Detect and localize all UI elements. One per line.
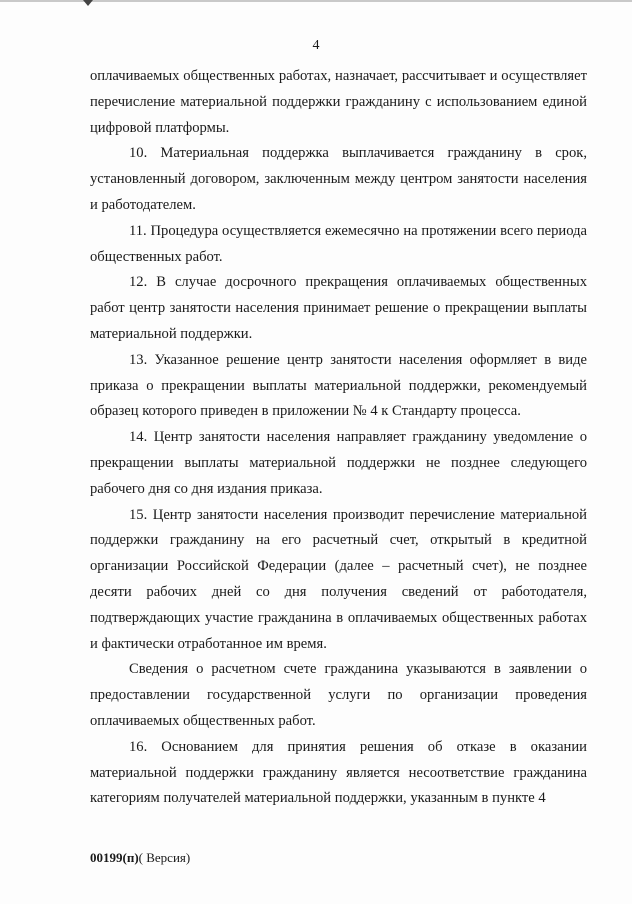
scan-mark-icon (83, 0, 93, 6)
paragraph-10: 10. Материальная поддержка выплачивается гражданину в срок, установленный договором, заключенным между центром занятости населения и работодателем. (90, 145, 587, 213)
paragraph-13: 13. Указанное решение центр занятости населения оформляет в виде приказа о прекращении выплаты материальной поддержки, рекомендуемый образец которого приведен в приложении № 4 к Стандарту процесса. (90, 351, 587, 420)
document-version: ( Версия) (138, 850, 191, 865)
page-number: 4 (312, 38, 320, 53)
paragraph-14: 14. Центр занятости населения направляет гражданину уведомление о прекращении выплаты материальной поддержки не позднее следующего рабочего дня со дня издания приказа. (90, 429, 587, 497)
paragraph-continuation: оплачиваемых общественных работах, назначает, рассчитывает и осуществляет перечисление материальной поддержки гражданину с использованием единой цифровой платформы. (90, 68, 587, 136)
paragraph-account-details: Сведения о расчетном счете гражданина указываются в заявлении о предоставлении государственной услуги по организации проведения оплачиваемых общественных работ. (90, 661, 587, 729)
paragraph-16: 16. Основанием для принятия решения об отказе в оказании материальной поддержки гражданину является несоответствие гражданина категориям получателей материальной поддержки, указанным в пункте 4 (90, 738, 587, 807)
paragraph-11: 11. Процедура осуществляется ежемесячно на протяжении всего периода общественных работ. (90, 222, 587, 265)
paragraph-12: 12. В случае досрочного прекращения оплачиваемых общественных работ центр занятости населения принимает решение о прекращении выплаты материальной поддержки. (90, 274, 587, 342)
document-body (90, 64, 587, 812)
document-code: 00199(п) (90, 850, 139, 865)
scan-top-edge (0, 0, 632, 2)
paragraph-15: 15. Центр занятости населения производит перечисление материальной поддержки гражданину на его расчетный счет, открытый в кредитной организации Российской Федерации (далее – расчетный счет), не позднее десяти рабочих дней со дня получения сведений от работодателя, подтверждающих участие гражданина в оплачиваемых общественных работах и фактически отработанное им время. (90, 506, 587, 652)
document-footer (90, 850, 190, 866)
